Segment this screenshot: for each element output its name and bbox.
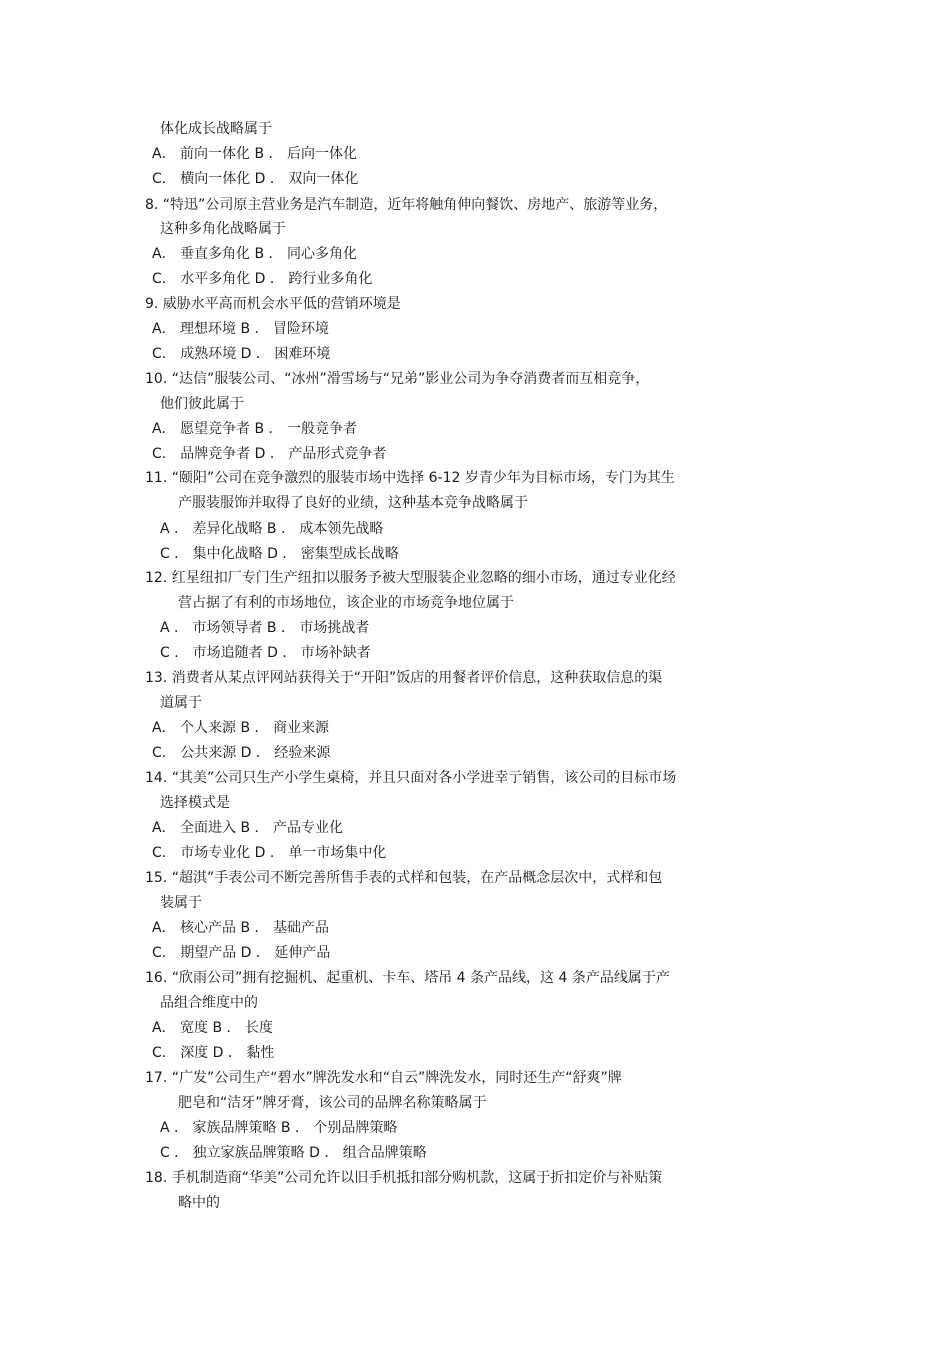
text-line: A ． 市场领导者 B ． 市场挑战者 xyxy=(160,620,370,636)
text-line: 8. “特迅”公司原主营业务是汽车制造，近年将触角伸向餐饮、房地产、旅游等业务， xyxy=(145,197,668,213)
text-line: 9. 威胁水平高而机会水平低的营销环境是 xyxy=(145,296,401,312)
text-line: 产服装服饰并取得了良好的业绩，这种基本竞争战略属于 xyxy=(178,495,528,511)
text-line: 体化成长战略属于 xyxy=(160,121,272,137)
text-line: A． 愿望竞争者 B ． 一般竞争者 xyxy=(152,421,357,437)
text-line: C． 期望产品 D ． 延伸产品 xyxy=(152,945,331,961)
text-line: C ． 独立家族品牌策略 D ． 组合品牌策略 xyxy=(160,1145,427,1161)
text-line: 道属于 xyxy=(160,695,202,711)
text-line: C． 水平多角化 D ． 跨行业多角化 xyxy=(152,271,373,287)
text-line: 略中的 xyxy=(178,1195,220,1211)
text-line: A． 个人来源 B ． 商业来源 xyxy=(152,720,329,736)
text-line: 15. “超淇”手表公司不断完善所售手表的式样和包装，在产品概念层次中，式样和包 xyxy=(145,870,663,886)
text-line: C． 品牌竞争者 D ． 产品形式竞争者 xyxy=(152,446,387,462)
text-line: 13. 消费者从某点评网站获得关于“开阳”饭店的用餐者评价信息，这种获取信息的渠 xyxy=(145,670,663,686)
text-line: 11. “颐阳”公司在竞争激烈的服装市场中选择 6-12 岁青少年为目标市场，专门为其生 xyxy=(145,470,675,486)
text-line: C ． 集中化战略 D ． 密集型成长战略 xyxy=(160,546,399,562)
text-line: 他们彼此属于 xyxy=(160,396,244,412)
text-line: C． 公共来源 D ． 经验来源 xyxy=(152,745,331,761)
text-line: 18. 手机制造商“华美”公司允许以旧手机抵扣部分购机款，这属于折扣定价与补贴策 xyxy=(145,1170,663,1186)
text-line: C． 横向一体化 D ． 双向一体化 xyxy=(152,171,359,187)
text-line: 营占据了有利的市场地位，该企业的市场竞争地位属于 xyxy=(178,595,514,611)
text-line: A． 垂直多角化 B ． 同心多角化 xyxy=(152,246,357,262)
text-line: 12. 红星纽扣厂专门生产纽扣以服务予被大型服装企业忽略的细小市场，通过专业化经 xyxy=(145,570,676,586)
text-line: A． 理想环境 B ． 冒险环境 xyxy=(152,321,329,337)
text-line: 这种多角化战略属于 xyxy=(160,221,286,237)
text-line: A ． 家族品牌策略 B ． 个别品牌策略 xyxy=(160,1120,398,1136)
text-line: 17. “广发”公司生产“碧水”牌洗发水和“自云”牌洗发水，同时还生产“舒爽”牌 xyxy=(145,1070,622,1086)
text-line: C． 深度 D ． 黏性 xyxy=(152,1045,275,1061)
text-line: A． 宽度 B ． 长度 xyxy=(152,1020,273,1036)
text-line: C． 成熟环境 D ． 困难环境 xyxy=(152,346,331,362)
text-line: A． 核心产品 B ． 基础产品 xyxy=(152,920,329,936)
text-line: 14. “其美”公司只生产小学生桌椅，并且只面对各小学进幸亍销售，该公司的目标市场 xyxy=(145,770,677,786)
text-line: 10. “达信”服装公司、“冰州”滑雪场与“兄弟”影业公司为争夺消费者而互相竞争， xyxy=(145,371,650,387)
text-line: 品组合维度中的 xyxy=(160,995,258,1011)
text-line: C ． 市场追随者 D ． 市场补缺者 xyxy=(160,645,371,661)
text-line: C． 市场专业化 D ． 单一市场集中化 xyxy=(152,845,387,861)
text-line: A． 全面进入 B ． 产品专业化 xyxy=(152,820,343,836)
text-line: 装属于 xyxy=(160,895,202,911)
text-line: 选择模式是 xyxy=(160,795,230,811)
text-line: 肥皂和“洁牙”牌牙膏，该公司的品牌名称策略属于 xyxy=(178,1095,487,1111)
text-line: A． 前向一体化 B ． 后向一体化 xyxy=(152,146,357,162)
text-line: A ． 差异化战略 B ． 成本领先战略 xyxy=(160,521,384,537)
text-line: 16. “欣雨公司”拥有挖掘机、起重机、卡车、塔吊 4 条产品线，这 4 条产品线属于产 xyxy=(145,970,670,986)
